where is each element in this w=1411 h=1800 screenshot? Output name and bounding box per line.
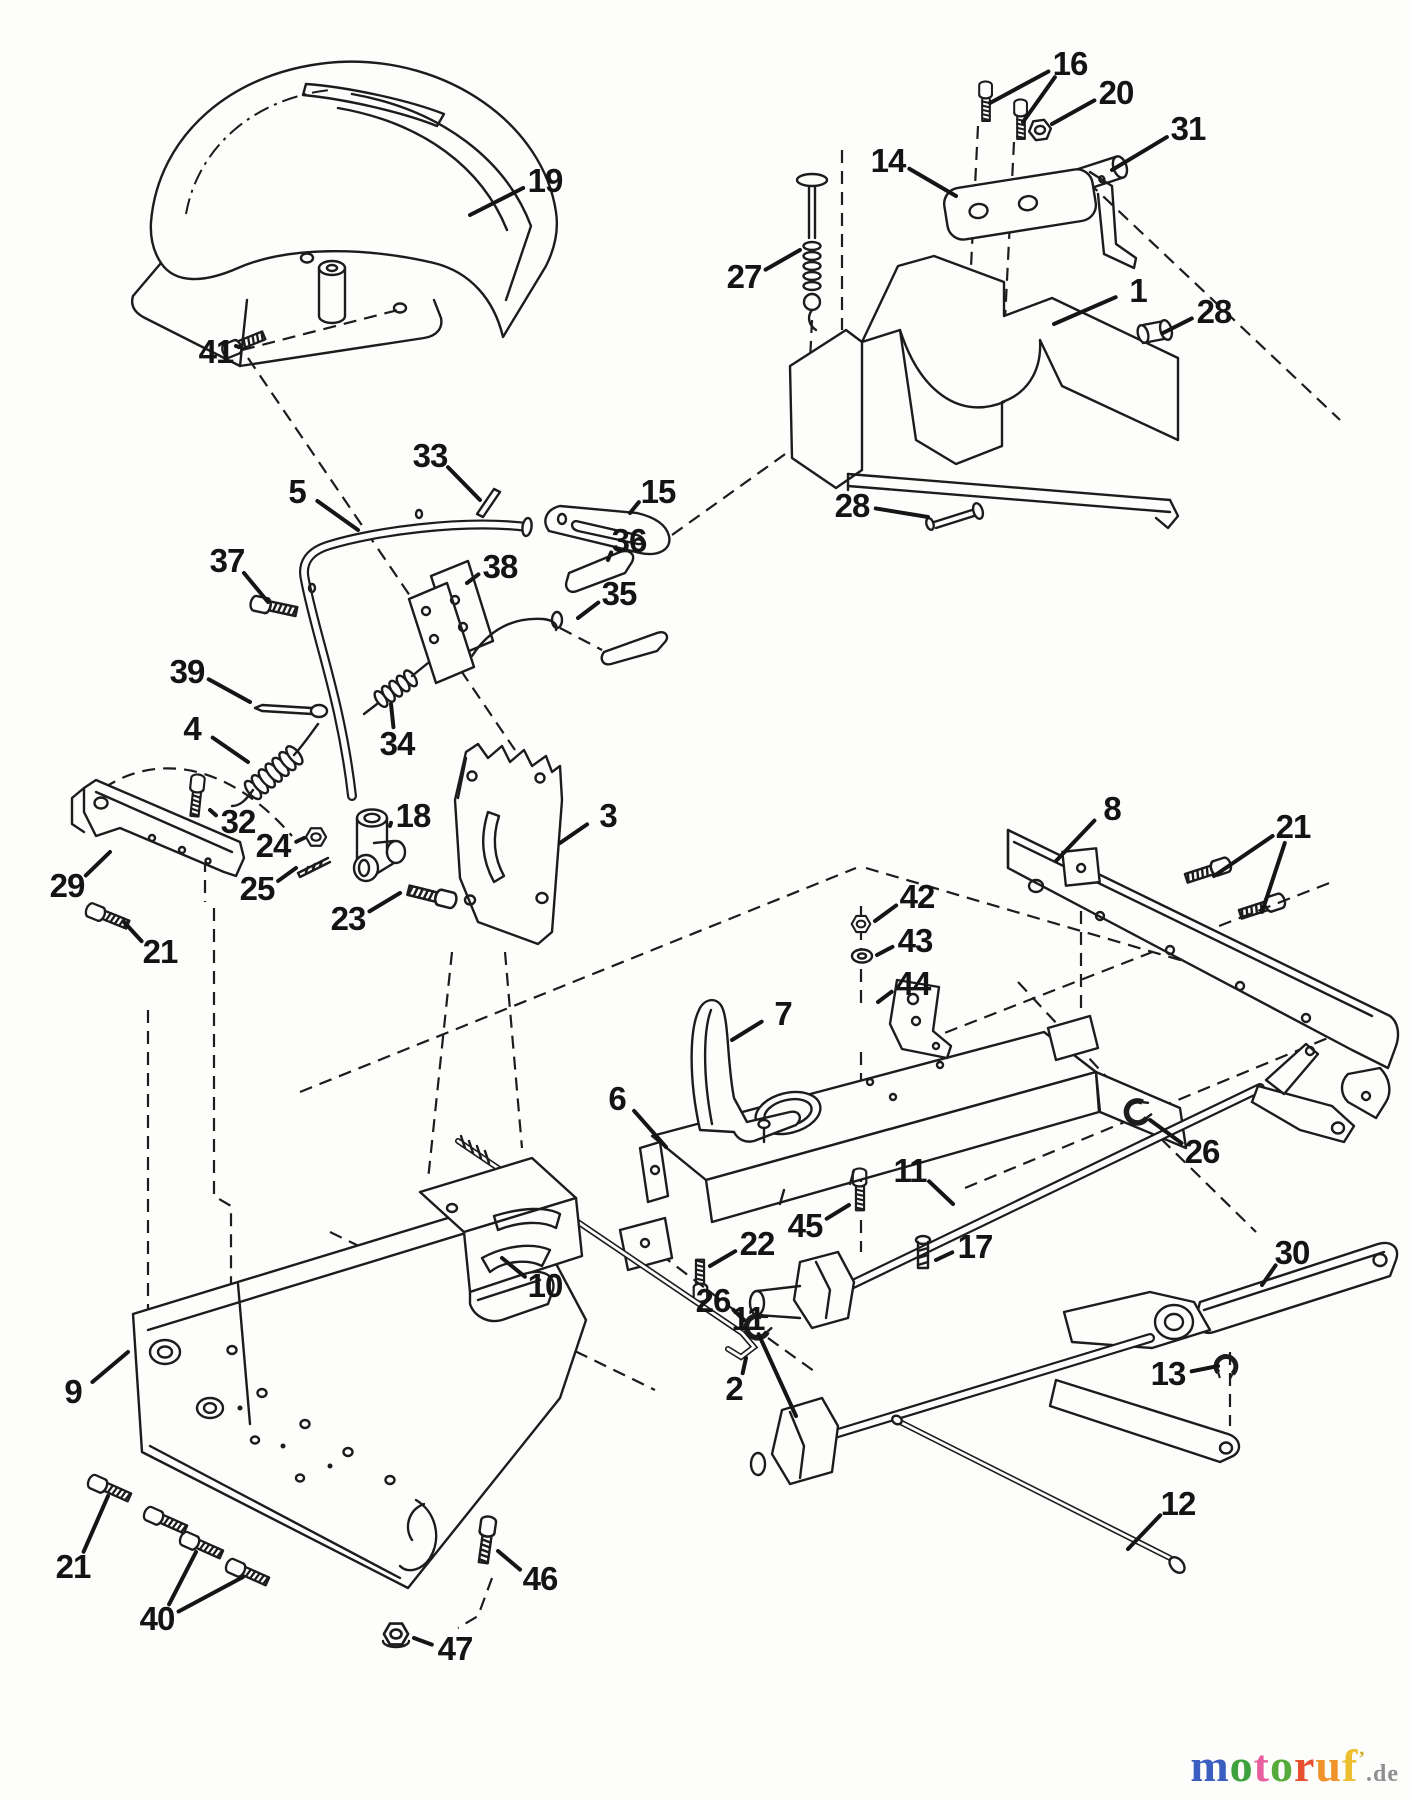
callout-21: 21	[142, 933, 178, 970]
bolt-37	[249, 595, 298, 619]
leader-line	[766, 250, 800, 270]
callout-14: 14	[870, 142, 906, 179]
watermark-letter: r	[1293, 1740, 1316, 1791]
callout-37: 37	[209, 542, 245, 579]
leader-line	[244, 573, 268, 602]
part-3-sector-plate	[455, 744, 562, 944]
leader-line	[732, 1022, 762, 1040]
leader-line	[560, 824, 587, 843]
watermark-letter: o	[1269, 1740, 1294, 1791]
leader-line	[743, 1358, 746, 1373]
callout-24: 24	[255, 827, 291, 864]
leader-line	[179, 1577, 243, 1612]
callout-1: 1	[1129, 272, 1147, 309]
bolt-23	[407, 882, 458, 909]
leader-line	[936, 1252, 952, 1260]
bolt-21-right-a	[1184, 856, 1233, 885]
callout-19: 19	[527, 162, 563, 199]
leader-line	[877, 947, 892, 955]
leader-line	[1192, 1366, 1218, 1371]
callout-43: 43	[897, 922, 933, 959]
callout-26: 26	[695, 1282, 731, 1319]
callout-23: 23	[330, 900, 366, 937]
callout-6: 6	[608, 1080, 626, 1117]
leader-line	[369, 893, 400, 911]
callout-22: 22	[739, 1225, 775, 1262]
leader-line	[710, 1251, 735, 1266]
callout-7: 7	[774, 995, 792, 1032]
leader-line	[634, 1111, 666, 1147]
callout-31: 31	[1170, 110, 1206, 147]
leader-line	[317, 501, 358, 530]
leader-line	[391, 704, 393, 727]
part-12-stabilizer-rod	[891, 1414, 1188, 1576]
nut-42	[852, 916, 871, 932]
callout-8: 8	[1103, 790, 1121, 827]
leader-line	[213, 738, 248, 762]
leader-line	[878, 992, 892, 1002]
callout-39: 39	[169, 653, 205, 690]
callout-11: 11	[893, 1152, 927, 1189]
callout-34: 34	[379, 725, 415, 762]
leader-line	[84, 1496, 108, 1552]
callout-2: 2	[725, 1370, 743, 1407]
leader-line	[1052, 100, 1094, 124]
leader-line	[92, 1352, 128, 1382]
pin-25	[298, 858, 330, 877]
callout-10: 10	[527, 1267, 563, 1304]
clip-28-left	[925, 502, 985, 531]
bolt-46	[475, 1516, 496, 1564]
callout-17: 17	[957, 1228, 993, 1265]
callout-25: 25	[239, 870, 275, 907]
callout-45: 45	[787, 1207, 823, 1244]
leader-line	[498, 1551, 520, 1570]
callout-16: 16	[1052, 45, 1088, 82]
callout-9: 9	[64, 1373, 82, 1410]
latch-blade-35	[602, 632, 667, 664]
callout-44: 44	[895, 965, 931, 1002]
watermark-letter: f	[1342, 1740, 1359, 1791]
leader-line	[414, 1638, 432, 1645]
bolt-21-left	[84, 902, 130, 932]
callout-30: 30	[1274, 1234, 1310, 1271]
leader-line	[876, 508, 928, 517]
callout-18: 18	[395, 797, 431, 834]
callout-20: 20	[1098, 74, 1134, 111]
nut-47	[383, 1624, 409, 1647]
leader-line	[1214, 836, 1273, 876]
callout-35: 35	[601, 575, 637, 612]
leader-line	[929, 1181, 953, 1204]
callout-38: 38	[482, 548, 518, 585]
leader-line	[209, 679, 250, 702]
callout-28: 28	[834, 487, 870, 524]
watermark-letter: o	[1229, 1740, 1254, 1791]
bolt-40-a	[178, 1530, 224, 1561]
nut-24	[306, 828, 326, 845]
watermark-motoruf	[1190, 1739, 1399, 1792]
callout-46: 46	[522, 1560, 558, 1597]
callout-32: 32	[220, 803, 256, 840]
leader-line	[1112, 137, 1167, 170]
leader-line	[578, 603, 598, 618]
leader-line	[827, 1205, 849, 1219]
leader-line	[296, 838, 304, 842]
callout-26: 26	[1184, 1133, 1220, 1170]
leader-line	[875, 905, 896, 921]
callout-21: 21	[1275, 808, 1311, 845]
callout-36: 36	[611, 522, 647, 559]
leader-line	[278, 868, 296, 881]
watermark-suffix: .de	[1366, 1761, 1399, 1787]
leader-line	[630, 502, 639, 513]
watermark-letter: t	[1253, 1740, 1270, 1791]
callout-5: 5	[288, 473, 306, 510]
callout-28: 28	[1196, 293, 1232, 330]
callout-11: 11	[731, 1300, 765, 1337]
part-15-lever-grip	[545, 506, 669, 554]
leader-line	[909, 169, 956, 196]
callout-15: 15	[640, 473, 676, 510]
leader-line	[390, 823, 391, 826]
callout-47: 47	[437, 1630, 473, 1667]
watermark-tick: ’	[1358, 1747, 1366, 1770]
callout-29: 29	[49, 867, 85, 904]
callout-41: 41	[198, 333, 234, 370]
callout-27: 27	[726, 258, 762, 295]
pin-spring-27	[797, 174, 827, 330]
callout-3: 3	[599, 797, 617, 834]
leader-line	[169, 1552, 196, 1604]
bolt-32	[187, 774, 205, 817]
washer-43	[852, 950, 872, 963]
callout-33: 33	[412, 437, 448, 474]
leader-line	[759, 1334, 796, 1416]
leader-line	[210, 810, 216, 815]
callout-4: 4	[183, 710, 201, 747]
leader-line	[236, 346, 239, 347]
pin-33	[477, 489, 500, 517]
bolt-21-bottom-a	[86, 1473, 132, 1504]
leader-line	[124, 922, 142, 941]
watermark-letter: u	[1315, 1740, 1342, 1791]
callout-21: 21	[55, 1548, 91, 1585]
leader-line	[448, 467, 480, 500]
part-19-belt-guard	[132, 62, 557, 366]
watermark-letter: m	[1190, 1740, 1230, 1791]
rod-39	[255, 705, 327, 717]
callout-12: 12	[1160, 1485, 1196, 1522]
leader-line	[86, 852, 110, 875]
spring-34	[364, 663, 428, 714]
nut-20	[1028, 119, 1052, 141]
callout-13: 13	[1150, 1355, 1186, 1392]
bolt-21-bottom-b	[142, 1505, 188, 1536]
callout-40: 40	[139, 1600, 175, 1637]
callout-42: 42	[899, 878, 935, 915]
